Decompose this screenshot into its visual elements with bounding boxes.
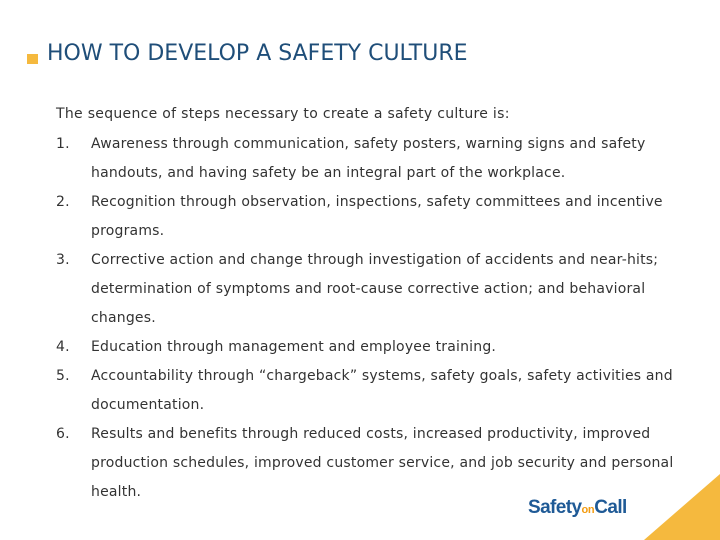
- steps-list: [56, 130, 676, 507]
- list-item: [56, 420, 676, 507]
- item-number: 4.: [56, 339, 70, 355]
- item-number: 1.: [56, 136, 70, 152]
- logo-text-call: Call: [594, 497, 627, 518]
- item-number: 5.: [56, 368, 70, 384]
- item-text: Awareness through communication, safety posters, warning signs and safety handouts, and having safety be an integral part of the workplace.: [91, 136, 646, 181]
- logo-text-on: on: [581, 504, 595, 516]
- corner-triangle: [644, 474, 720, 540]
- list-item: [56, 188, 676, 246]
- title-marker: [27, 54, 38, 64]
- list-item: [56, 333, 676, 362]
- corner-triangle-decoration: [644, 474, 720, 540]
- item-number: 3.: [56, 252, 70, 268]
- item-text: Accountability through “chargeback” systems, safety goals, safety activities and documentation.: [91, 368, 673, 413]
- item-text: Education through management and employee training.: [91, 339, 497, 355]
- list-item: [56, 130, 676, 188]
- page-title: HOW TO DEVELOP A SAFETY CULTURE: [47, 41, 468, 66]
- intro-text: The sequence of steps necessary to create a safety culture is:: [56, 106, 510, 122]
- list-item: [56, 362, 676, 420]
- item-text: Recognition through observation, inspections, safety committees and incentive programs.: [91, 194, 663, 239]
- item-text: Results and benefits through reduced costs, increased productivity, improved production schedules, improved customer service, and job security and personal health.: [91, 426, 674, 500]
- safety-on-call-logo: [528, 497, 627, 519]
- item-text: Corrective action and change through investigation of accidents and near-hits; determination of symptoms and root-cause corrective action; and behavioral changes.: [91, 252, 659, 326]
- list-item: [56, 246, 676, 333]
- item-number: 2.: [56, 194, 70, 210]
- item-number: 6.: [56, 426, 70, 442]
- logo-text-safety: Safety: [528, 497, 582, 518]
